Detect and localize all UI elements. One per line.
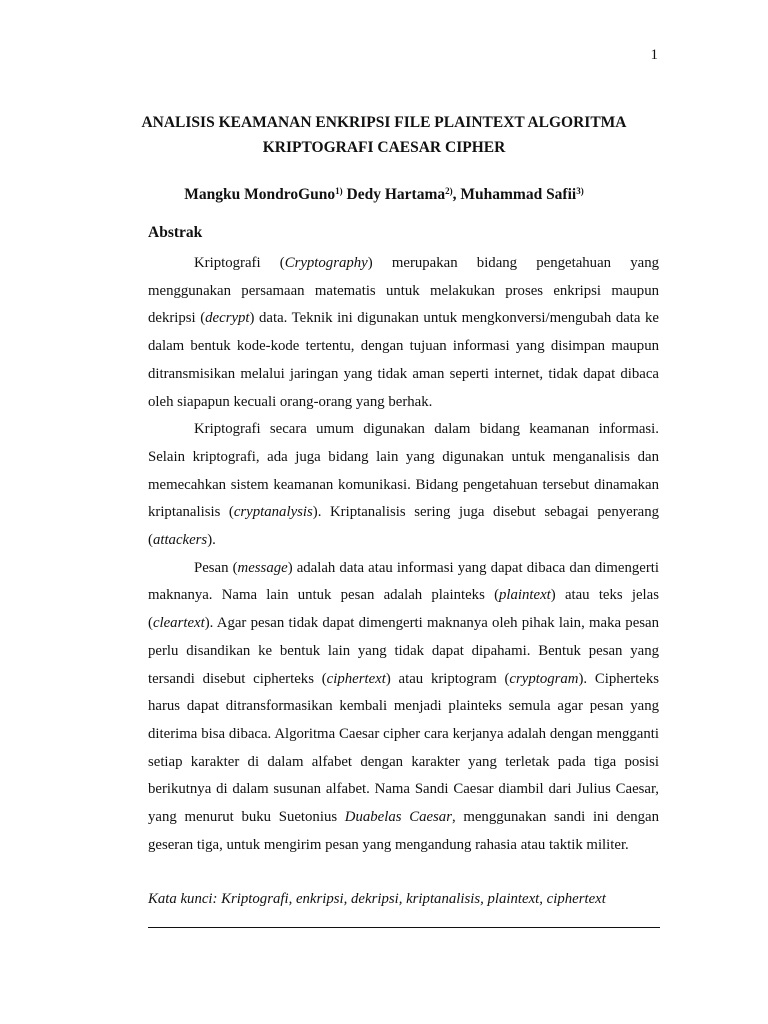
text-run: ) merupakan bidang pengetahuan yang menggunakan persamaan matematis untuk melakukan proses enkripsi maupun dekripsi ( [148,255,659,327]
text-run: ) atau teks jelas ( [148,587,659,632]
text-run: ). Cipherteks harus dapat ditransformasikan kembali menjadi plainteks semula agar pesan yang diterima bisa dibaca. Algoritma Caesar cipher cara kerjanya adalah dengan mengganti setiap karakter di dalam alfabet dengan karakter yang terletak pada tiga posisi berikutnya di dalam susunan alfabet. Nama Sandi Caesar diambil dari Julius Caesar, yang menurut buku Suetonius [148,670,659,826]
text-run: ). Kriptanalisis sering juga disebut sebagai penyerang ( [148,504,659,549]
italic-term: plaintext [499,587,551,604]
abstract-body [148,250,659,859]
page-number: 1 [650,47,658,63]
paper-title-line-2: KRIPTOGRAFI CAESAR CIPHER [262,139,506,156]
text-run: ) atau kriptogram ( [385,670,510,687]
text-run: , menggunakan sandi ini dengan geseran tiga, untuk mengirim pesan yang mengandung rahasia atau taktik militer. [148,809,659,853]
italic-term: message [237,559,288,576]
text-run: Kriptografi ( [194,255,285,271]
author-name: Muhammad Safii [460,186,577,203]
affiliation-mark: 2) [445,186,453,196]
text-run: ). [207,532,216,549]
text-run: ). Agar pesan tidak dapat dimengerti maknanya oleh pihak lain, maka pesan perlu disandikan ke bentuk lain yang tidak dapat dipahami. Bentuk pesan yang tersandi disebut cipherteks ( [148,615,659,687]
italic-term: cleartext [152,615,205,632]
italic-term: cryptogram [509,670,579,687]
text-run: Pesan ( [194,559,238,576]
paper-title-line-1: ANALISIS KEAMANAN ENKRIPSI FILE PLAINTEXT ALGORITMA [141,114,627,131]
text-run: ) data. Teknik ini digunakan untuk mengkonversi/mengubah data ke dalam bentuk kode-kode tertentu, dengan tujuan informasi yang disimpan maupun ditransmisikan melalui jaringan yang tidak aman seperti internet, tidak dapat dibaca oleh siapapun kecuali orang-orang yang berhak. [148,310,659,410]
author-name: Mangku MondroGuno [184,186,336,203]
abstract-heading: Abstrak [148,224,203,241]
italic-term: decrypt [205,310,250,327]
abstract-paragraph [148,416,659,555]
author-list [0,186,768,204]
separator-rule [148,927,660,928]
text-run: ) adalah data atau informasi yang dapat dibaca dan dimengerti maknanya. Nama lain untuk pesan adalah plainteks ( [148,559,659,604]
italic-term: attackers [152,532,208,549]
italic-term: ciphertext [326,670,386,687]
affiliation-mark: 1) [335,186,343,196]
italic-term: Cryptography [284,255,368,271]
abstract-paragraph [148,555,659,860]
affiliation-mark: 3) [576,186,584,196]
author-separator: , [452,186,461,203]
abstract-paragraph [148,250,659,416]
author-name: Dedy Hartama [346,186,446,203]
paper-title [0,110,768,160]
italic-term: Duabelas Caesar [344,809,452,826]
keywords: Kata kunci: Kriptografi, enkripsi, dekripsi, kriptanalisis, plaintext, ciphertext [148,891,606,907]
text-run: Kriptografi secara umum digunakan dalam bidang keamanan informasi. Selain kriptografi, ada juga bidang lain yang digunakan untuk menganalisis dan memecahkan sistem keamanan komunikasi. Bidang pengetahuan tersebut dinamakan kriptanalisis ( [148,421,659,521]
italic-term: cryptanalysis [233,504,313,521]
